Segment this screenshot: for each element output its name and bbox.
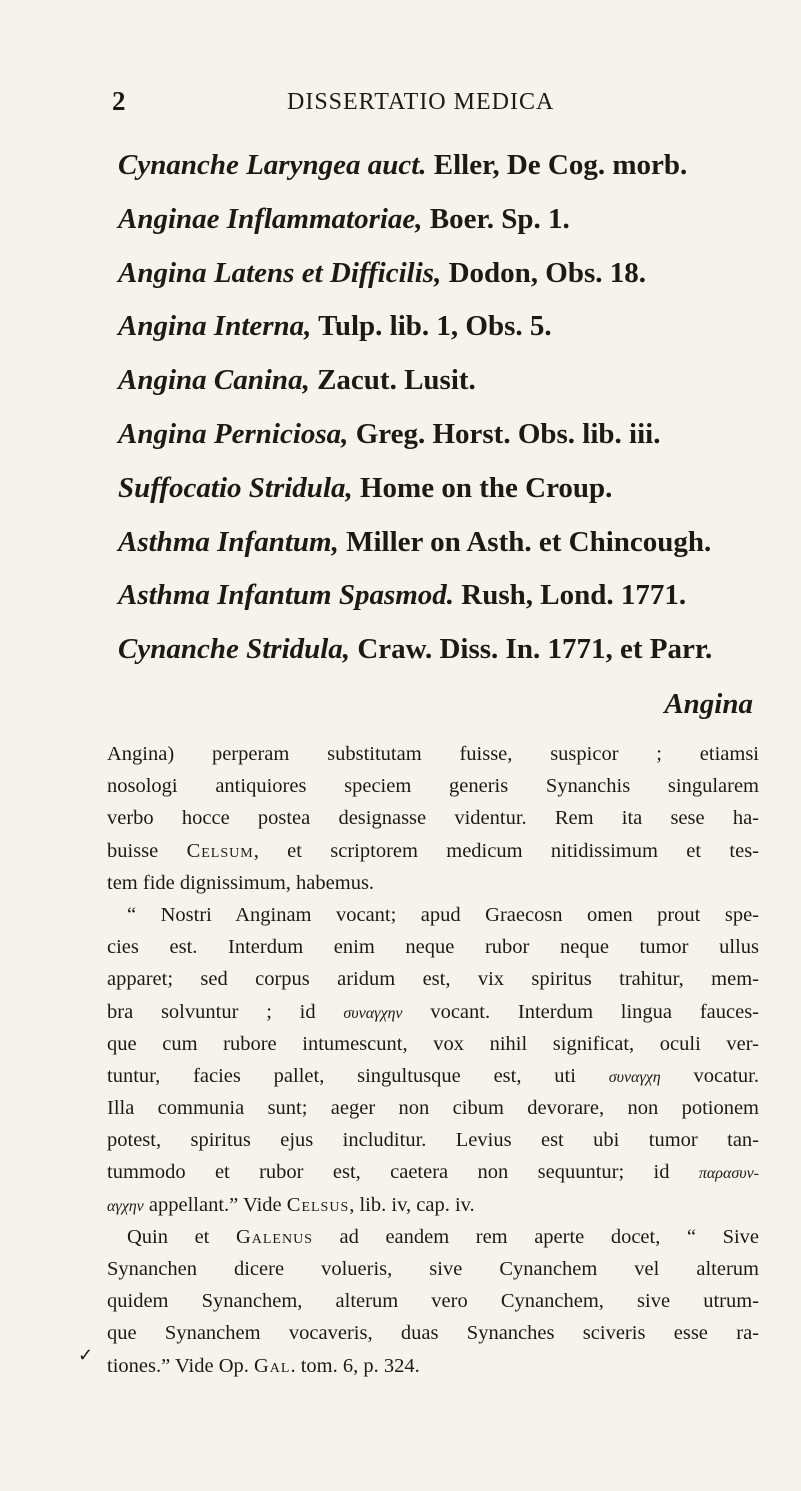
author-name: Galenus [235, 1225, 313, 1248]
synonym-reference: Home on the Croup. [352, 471, 613, 504]
synonym-name: Cynanche Laryngea auct. [118, 149, 427, 181]
text-line [107, 1189, 759, 1221]
text-run: , et scriptorem medicum nitidissimum et tes- [253, 839, 759, 862]
text-run: tuntur, facies pallet, singultusque est, uti [107, 1064, 609, 1087]
text-line: apparet; sed corpus aridum est, vix spiritus trahitur, mem- [107, 968, 759, 991]
synonym-name: Angina Interna, [118, 310, 312, 343]
text-line [107, 1221, 759, 1253]
synonym-entry [118, 299, 768, 353]
page-header [112, 86, 651, 126]
synonym-entry [118, 515, 768, 569]
author-name: Celsus [286, 1193, 350, 1216]
synonym-reference: Dodon, Obs. 18. [441, 256, 646, 289]
text-run: appellant.” Vide [143, 1193, 287, 1216]
text-line: Illa communia sunt; aeger non cibum devorare, non potionem [107, 1097, 759, 1120]
synonym-reference: Zacut. Lusit. [309, 364, 476, 397]
greek-word: συναγχην [343, 1004, 403, 1022]
synonym-reference: Craw. Diss. In. 1771, et Parr. [350, 633, 713, 666]
text-run: ad eandem rem aperte docet, “ Sive [312, 1225, 760, 1248]
author-name: Gal [254, 1354, 291, 1377]
synonym-name: Asthma Infantum, [118, 525, 339, 558]
synonym-list [118, 138, 768, 676]
synonym-reference: Greg. Horst. Obs. lib. iii. [348, 417, 661, 450]
text-line: verbo hocce postea designasse videntur. Rem ita sese ha- [107, 807, 759, 830]
synonym-name: Angina Latens et Difficilis, [118, 256, 442, 289]
running-head: DISSERTATIO MEDICA [287, 89, 555, 115]
synonym-name: Suffocatio Stridula, [118, 471, 353, 504]
text-line: que cum rubore intumescunt, vox nihil significat, oculi ver- [107, 1032, 759, 1055]
text-line [107, 996, 759, 1028]
synonym-entry [118, 353, 768, 407]
catchword: Angina [664, 688, 753, 720]
greek-word: αγχην [107, 1197, 144, 1215]
page-number: 2 [112, 86, 126, 116]
text-line: nosologi antiquiores speciem generis Synanchis singularem [107, 775, 759, 798]
synonym-reference: Eller, De Cog. morb. [426, 149, 688, 181]
greek-word: παρασυν- [698, 1165, 759, 1183]
synonym-reference: Miller on Asth. et Chincough. [338, 525, 712, 558]
text-run: tiones.” Vide Op. [107, 1354, 254, 1377]
text-line [107, 1060, 759, 1092]
text-run: Quin et [127, 1225, 236, 1248]
synonym-entry [118, 461, 768, 515]
synonym-entry [118, 407, 768, 461]
synonym-entry [118, 246, 768, 300]
text-run: , lib. iv, cap. iv. [349, 1193, 475, 1216]
text-line [107, 1156, 759, 1188]
text-line: tem fide dignissimum, habemus. [107, 871, 375, 894]
text-line: Angina) perperam substitutam fuisse, suspicor ; etiamsi [107, 743, 759, 765]
text-line: cies est. Interdum enim neque rubor neque tumor ullus [107, 936, 759, 959]
text-line [107, 1350, 759, 1382]
text-run: . tom. 6, p. 324. [290, 1354, 420, 1377]
synonym-name: Cynanche Stridula, [118, 633, 351, 666]
synonym-entry [118, 568, 768, 622]
text-run: vocant. Interdum lingua fauces- [402, 1000, 759, 1023]
body-text [107, 738, 759, 1382]
greek-word: συναγχη [608, 1068, 661, 1086]
synonym-name: Angina Perniciosa, [118, 417, 349, 450]
synonym-reference: Boer. Sp. 1. [422, 202, 570, 235]
text-line [107, 835, 759, 867]
margin-mark: ✓ [78, 1345, 94, 1365]
synonym-entry [118, 192, 768, 246]
text-line: Synanchen dicere volueris, sive Cynanchem vel alterum [107, 1258, 759, 1280]
text-run: buisse [107, 839, 187, 862]
synonym-name: Anginae Inflammatoriae, [118, 202, 423, 235]
synonym-name: Angina Canina, [118, 364, 310, 397]
text-line: que Synanchem vocaveris, duas Synanches sciveris esse ra- [107, 1322, 759, 1345]
synonym-name: Asthma Infantum Spasmod. [118, 579, 455, 612]
author-name: Celsum [186, 839, 254, 862]
text-line: potest, spiritus ejus includitur. Levius est ubi tumor tan- [107, 1129, 759, 1152]
synonym-entry [118, 622, 768, 676]
text-line: quidem Synanchem, alterum vero Cynanchem, sive utrum- [107, 1290, 759, 1313]
synonym-entry [118, 138, 768, 192]
synonym-reference: Rush, Lond. 1771. [454, 579, 687, 612]
text-run: tummodo et rubor est, caetera non sequuntur; id [107, 1161, 699, 1184]
synonym-reference: Tulp. lib. 1, Obs. 5. [311, 310, 552, 343]
text-line: “ Nostri Anginam vocant; apud Graecosn omen prout spe- [127, 903, 759, 926]
text-run: vocatur. [660, 1064, 759, 1087]
text-run: bra solvuntur ; id [107, 1000, 344, 1023]
